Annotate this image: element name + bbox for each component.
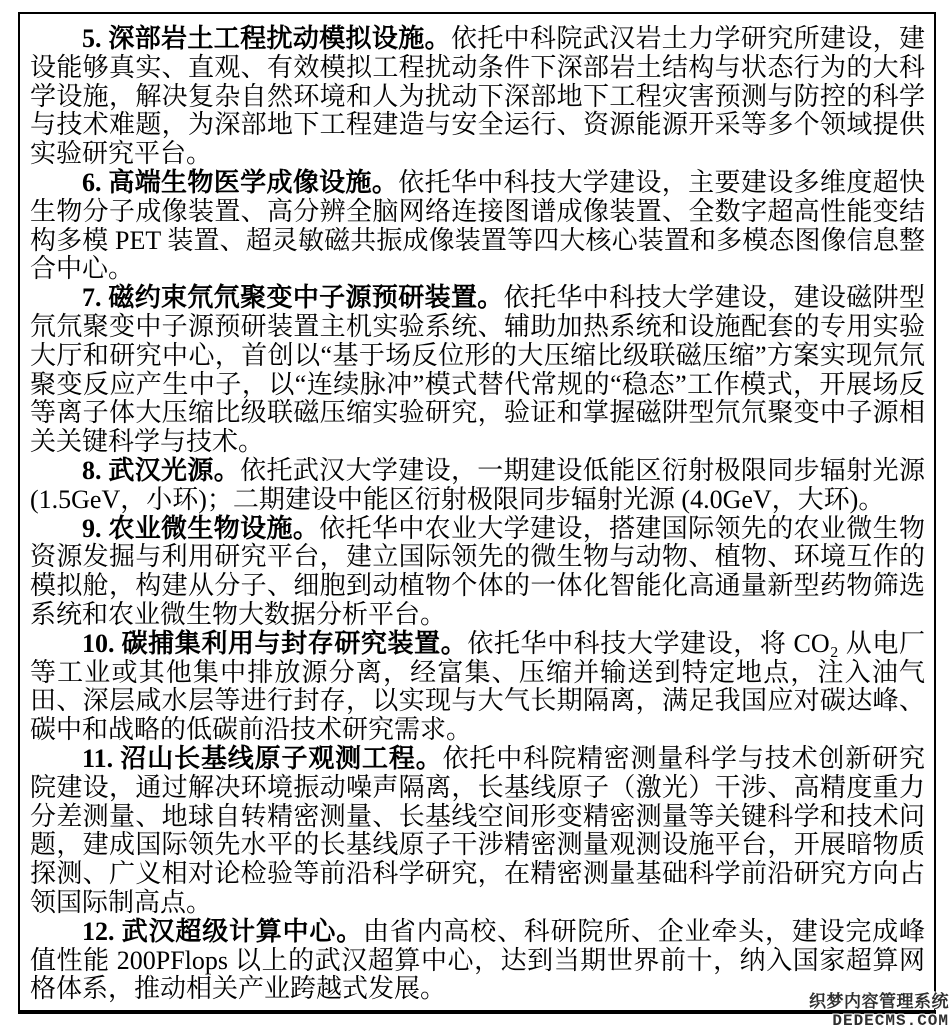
facility-paragraph-8 [30,457,925,515]
facility-paragraph-7 [30,284,925,457]
facility-heading-7: 7. 磁约束氘氘聚变中子源预研装置。 [82,283,504,313]
facility-heading-8: 8. 武汉光源。 [82,455,241,485]
facility-heading-6: 6. 高端生物医学成像设施。 [82,167,399,197]
facility-body-6: 依托华中科技大学建设，主要建设多维度超快生物分子成像装置、高分辨全脑网络连接图谱成像装置、全数字超高性能变结构多模 PET 装置、超灵敏磁共振成像装置等四大核心装置和多模态图像信息整合中心。 [30,167,925,284]
facility-body-12: 由省内高校、科研院所、企业牵头，建设完成峰值性能 200PFlops 以上的武汉超算中心，达到当期世界前十，纳入国家超算网格体系，推动相关产业跨越式发展。 [30,916,925,1004]
watermark [809,992,949,1030]
facility-body-7: 依托华中科技大学建设，建设磁阱型氘氘聚变中子源预研装置主机实验系统、辅助加热系统和设施配套的专用实验大厅和研究中心，首创以“基于场反位形的大压缩比级联磁压缩”方案实现氘氘聚变反应产生中子，以“连续脉冲”模式替代常规的“稳态”工作模式，开展场反等离子体大压缩比级联磁压缩实验研究，验证和掌握磁阱型氘氘聚变中子源相关关键科学与技术。 [30,283,925,457]
facility-heading-5: 5. 深部岩土工程扰动模拟设施。 [82,24,451,53]
facility-heading-12: 12. 武汉超级计算中心。 [82,916,363,946]
facility-paragraph-9 [30,515,925,630]
facility-paragraph-5 [30,25,925,169]
facility-body-9: 依托华中农业大学建设，搭建国际领先的农业微生物资源发掘与利用研究平台，建立国际领先的微生物与动物、植物、环境互作的模拟舱，构建从分子、细胞到动植物个体的一体化智能化高通量新型药物筛选系统和农业微生物大数据分析平台。 [30,513,925,629]
facility-paragraph-6 [30,169,925,284]
facility-paragraph-10 [30,630,925,745]
facility-paragraph-11 [30,745,925,918]
watermark-cms-url: DEDECMS.COM [832,1011,949,1030]
facility-body-5: 依托中科院武汉岩土力学研究所建设，建设能够真实、直观、有效模拟工程扰动条件下深部岩土结构与状态行为的大科学设施，解决复杂自然环境和人为扰动下深部地下工程灾害预测与防控的科学与技术难题，为深部地下工程建造与安全运行、资源能源开采等多个领域提供实验研究平台。 [30,24,925,169]
facility-body-11: 依托中科院精密测量科学与技术创新研究院建设，通过解决环境振动噪声隔离，长基线原子（激光）干涉、高精度重力分差测量、地球自转精密测量、长基线空间形变精密测量等关键科学和技术问题，建成国际领先水平的长基线原子干涉精密测量观测设施平台，开展暗物质探测、广义相对论检验等前沿科学研究，在精密测量基础科学前沿研究方向占领国际制高点。 [30,743,925,917]
facility-body-10: 依托华中科技大学建设，将 CO₂ 从电厂等工业或其他集中排放源分离，经富集、压缩并输送到特定地点，注入油气田、深层咸水层等进行封存，以实现与大气长期隔离，满足我国应对碳达峰、碳中和战略的低碳前沿技术研究需求。 [30,628,925,745]
facility-heading-10: 10. 碳捕集利用与封存研究装置。 [82,628,468,658]
facility-paragraph-12 [30,918,925,1004]
document-border-frame [18,12,936,1014]
facility-heading-9: 9. 农业微生物设施。 [82,513,320,543]
facility-heading-11: 11. 沼山长基线原子观测工程。 [82,743,443,773]
watermark-cms-name: 织梦内容管理系统 [809,992,949,1012]
facility-body-8: 依托武汉大学建设，一期建设低能区衍射极限同步辐射光源 (1.5GeV，小环)；二期建设中能区衍射极限同步辐射光源 (4.0GeV，大环)。 [30,455,925,514]
